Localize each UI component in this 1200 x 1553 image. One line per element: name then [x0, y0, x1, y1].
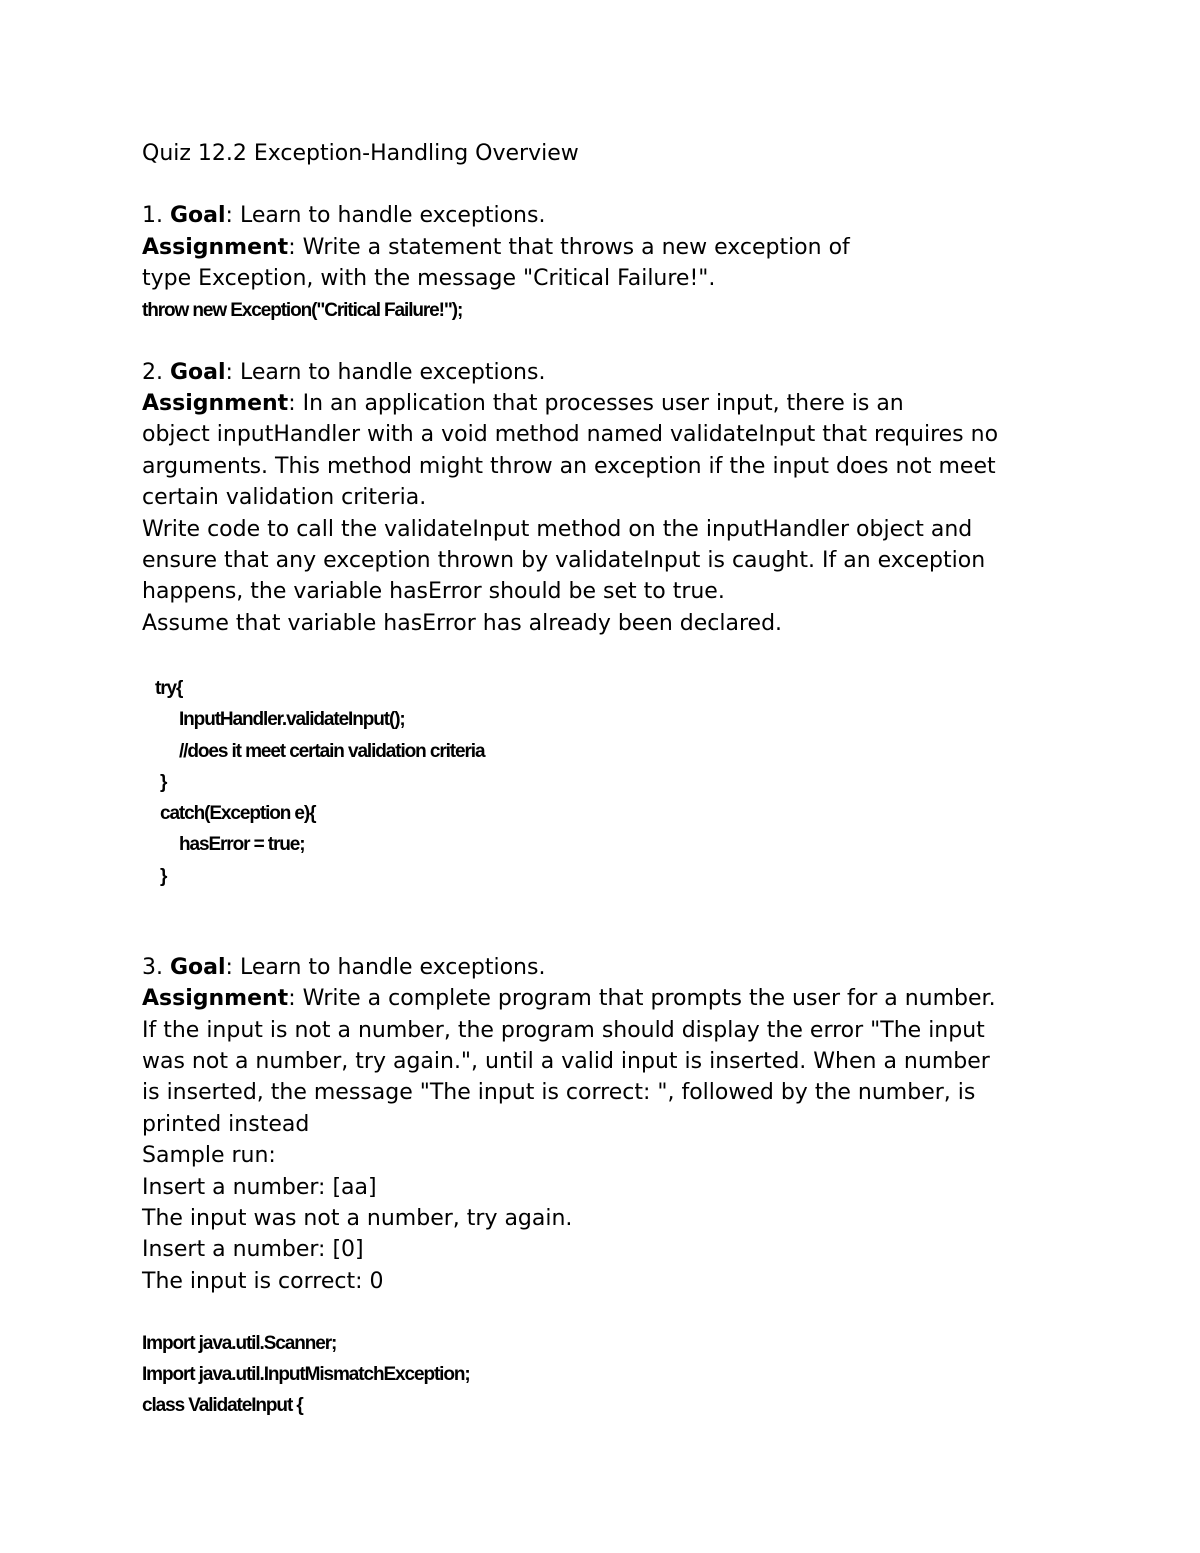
- assignment-text: object inputHandler with a void method named validateInput that requires no: [142, 422, 999, 448]
- code-line: catch(Exception e){: [160, 803, 316, 825]
- question-1: [142, 200, 1082, 325]
- question-2: [142, 357, 1082, 892]
- goal-line: [142, 952, 1082, 983]
- sample-run-line: The input is correct: 0: [142, 1268, 384, 1294]
- code-line: hasError = true;: [179, 834, 305, 856]
- goal-line: [142, 357, 1082, 388]
- code-line: InputHandler.validateInput();: [179, 709, 405, 731]
- question-number: 2.: [142, 359, 170, 385]
- assignment-text: : In an application that processes user input, there is an: [288, 391, 904, 417]
- question-number: 3.: [142, 954, 170, 980]
- assignment-text: Assume that variable hasError has already been declared.: [142, 610, 783, 636]
- answer-code: throw new Exception("Critical Failure!");: [142, 299, 463, 321]
- document-page: [142, 138, 1082, 1421]
- assignment-text: was not a number, try again.", until a valid input is inserted. When a number: [142, 1048, 990, 1074]
- spacer: [142, 326, 1082, 357]
- goal-label: Goal: [169, 359, 226, 385]
- sample-run-label: Sample run:: [142, 1143, 276, 1169]
- assignment-text: printed instead: [142, 1111, 310, 1137]
- assignment-text: arguments. This method might throw an exception if the input does not meet: [142, 453, 996, 479]
- question-number: 1.: [142, 203, 170, 229]
- spacer: [142, 639, 1082, 673]
- assignment-text: If the input is not a number, the program should display the error "The input: [142, 1017, 985, 1043]
- code-line: //does it meet certain validation criteria: [179, 740, 485, 762]
- assignment-line: [142, 388, 1082, 419]
- assignment-text: : Write a statement that throws a new exception of: [288, 234, 850, 260]
- spacer: [142, 923, 1082, 952]
- assignment-text: type Exception, with the message "Critical Failure!".: [142, 266, 716, 292]
- question-3: [142, 952, 1082, 1421]
- sample-run-line: Insert a number: [aa]: [142, 1174, 377, 1200]
- sample-run-line: Insert a number: [0]: [142, 1237, 364, 1263]
- answer-code-block: [155, 673, 1082, 891]
- assignment-line: [142, 232, 1082, 263]
- code-line: }: [160, 771, 167, 793]
- goal-label: Goal: [169, 203, 226, 229]
- goal-text: : Learn to handle exceptions.: [225, 359, 546, 385]
- assignment-label: Assignment: [142, 986, 289, 1012]
- assignment-label: Assignment: [142, 391, 289, 417]
- assignment-text: is inserted, the message "The input is correct: ", followed by the number, is: [142, 1080, 976, 1106]
- assignment-label: Assignment: [142, 234, 289, 260]
- assignment-text: certain validation criteria.: [142, 485, 427, 511]
- spacer: [142, 892, 1082, 923]
- page-title: Quiz 12.2 Exception-Handling Overview: [142, 141, 579, 166]
- assignment-text: happens, the variable hasError should be set to true.: [142, 579, 725, 605]
- code-line: }: [160, 865, 167, 887]
- spacer: [142, 169, 1082, 200]
- assignment-text: ensure that any exception thrown by validateInput is caught. If an exception: [142, 548, 986, 574]
- code-line: class ValidateInput {: [142, 1395, 303, 1417]
- goal-line: [142, 200, 1082, 231]
- assignment-line: [142, 983, 1082, 1014]
- goal-label: Goal: [169, 954, 226, 980]
- goal-text: : Learn to handle exceptions.: [225, 203, 546, 229]
- goal-text: : Learn to handle exceptions.: [225, 954, 546, 980]
- code-line: Import java.util.InputMismatchException;: [142, 1364, 470, 1386]
- code-line: try{: [155, 678, 183, 700]
- assignment-text: Write code to call the validateInput method on the inputHandler object and: [142, 516, 973, 542]
- sample-run-line: The input was not a number, try again.: [142, 1205, 573, 1231]
- assignment-text: : Write a complete program that prompts the user for a number.: [288, 986, 996, 1012]
- code-line: Import java.util.Scanner;: [142, 1333, 337, 1355]
- spacer: [142, 1297, 1082, 1328]
